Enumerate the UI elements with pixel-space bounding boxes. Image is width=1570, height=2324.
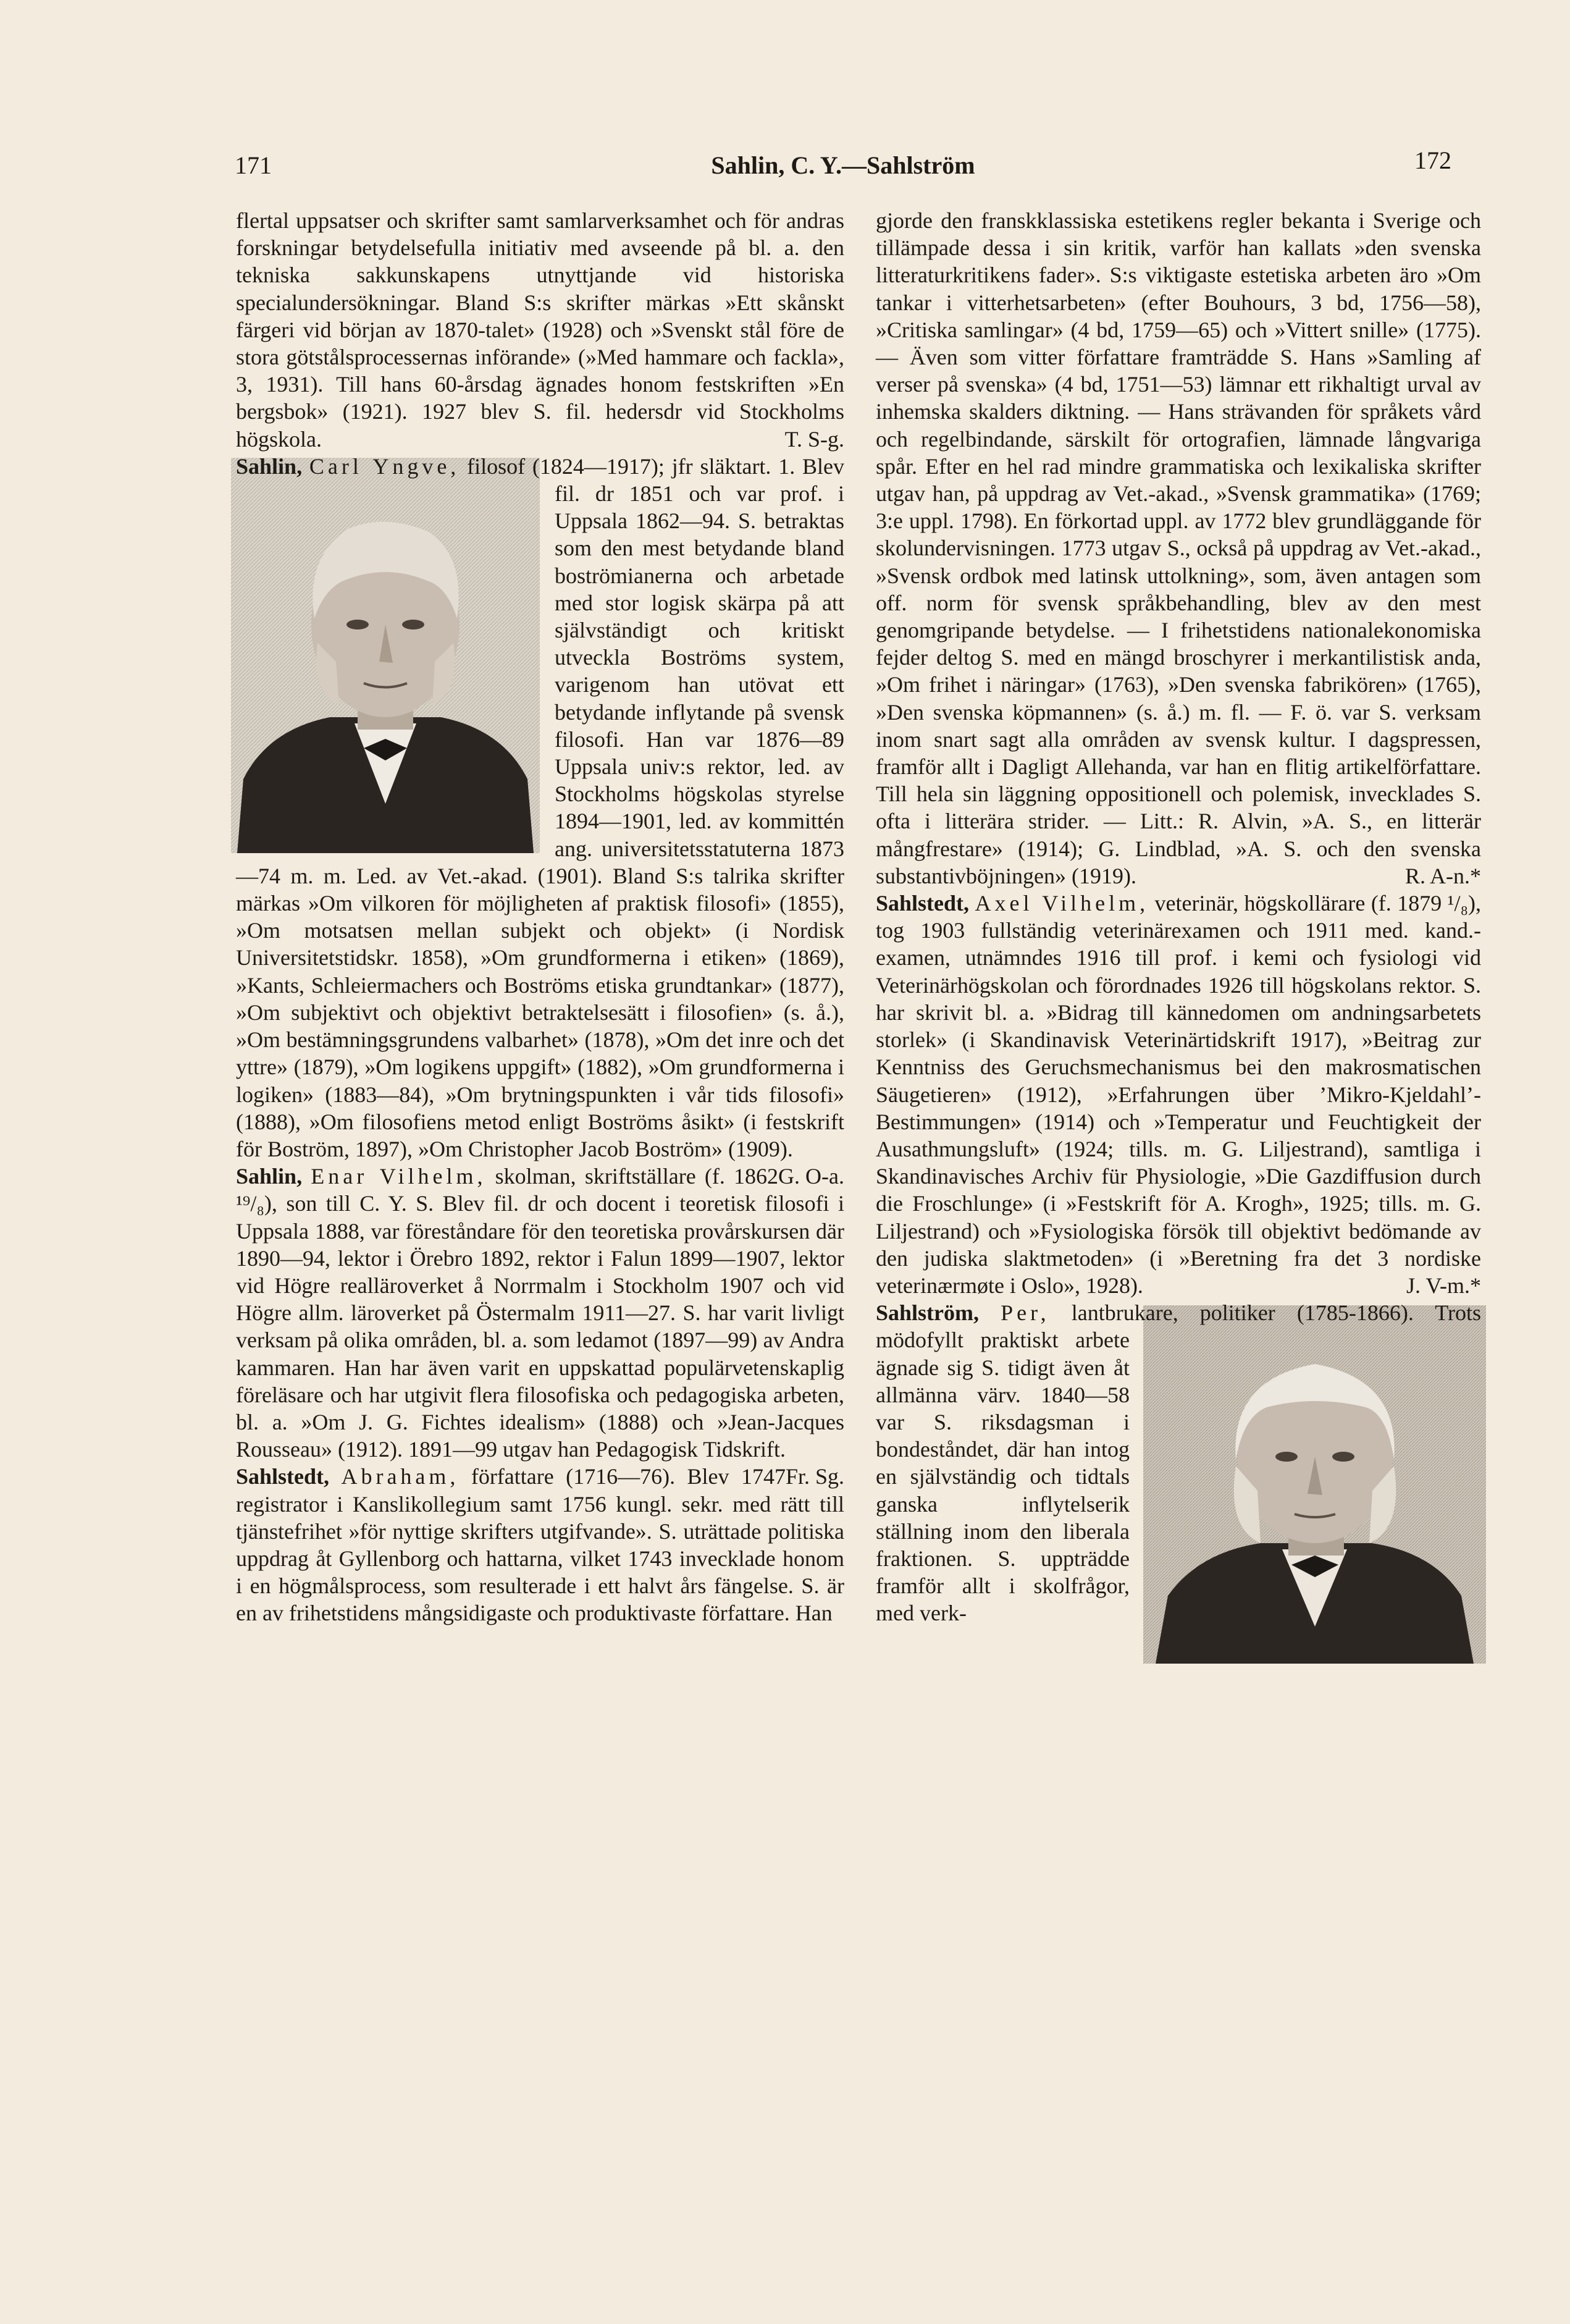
entry-text: skolman, skriftställare (f. 1862 ¹⁹/₈), son till C. Y. S. Blev fil. dr och docent i teoretisk filosofi i Uppsala 1888, var föreståndare för den teoretiska provårskursen där 1890—94, lektor i Örebro 1892, rektor i Falun 1899—1907, lektor vid Högre realläroverket å Norrmalm i Stockholm 1907 och vid Högre allm. läroverket på Östermalm 1911—27. S. har varit livligt verksam på olika områden, bl. a. som ledamot (1897—99) av Andra kammaren. Han har även varit en uppskattad populärvetenskaplig föreläsare och har utgivit flera filosofiska och pedagogiska arbeten, bl. a. »Om J. G. Fichtes idealism» (1888) och »Jean-Jacques Rousseau» (1912). 1891—99 utgav han Pedagogisk Tidskrift.	[236, 1164, 844, 1462]
entry-name: Abraham,	[341, 1464, 460, 1489]
entry-headword: Sahlin,	[236, 1164, 303, 1189]
entry-name: Axel Vilhelm,	[975, 891, 1149, 916]
portrait-photo	[1143, 1305, 1486, 1664]
entry-sahlstrom-per	[876, 1299, 1481, 1627]
continued-entry	[236, 207, 844, 453]
entry-headword: Sahlstedt,	[876, 891, 970, 916]
entry-name: Carl Yngve,	[309, 453, 460, 479]
left-page-number: 171	[235, 151, 272, 179]
entry-headword: Sahlstedt,	[236, 1464, 330, 1489]
author-signature: R. A-n.*	[1404, 863, 1481, 888]
entry-text: gjorde den franskklassiska estetikens regler bekanta i Sverige och tillämpade dessa i sin kritik, varför han kallats »den svenska litteraturkritikens fader». S:s viktigaste estetiska arbeten äro »Om tankar i vitterhetsarbeten» (efter Bouhours, 3 bd, 1756—58), »Critiska samlingar» (4 bd, 1759—65) och »Vittert snille» (1775). — Även som vitter författare framträdde S. Hans »Samling af verser på svenska» (4 bd, 1751—53) lämnar ett rikhaltigt urval av inhemska skalders diktning. — Hans strävanden för språkets vård och regelbindande, särskilt för ortografien, lämnade långvariga spår. Efter en hel rad mindre grammatiska och lexikaliska skrifter utgav han, på uppdrag av Vet.-akad., »Svensk grammatika» (1769; 3:e uppl. 1798). En förkortad uppl. av 1772 blev grundläggande för skolundervisningen. 1773 utgav S., också på uppdrag av Vet.-akad., »Svensk ordbok med latinsk uttolkning», som, även antagen som off. norm för svensk språkbehandling, blev av den mest genomgripande betydelse. — I frihetstidens nationalekonomiska fejder deltog S. med en mängd broschyrer i merkantilistisk anda, »Om frihet i näringar» (1763), »Den svenska fabrikören» (1765), »Den svenska köpmannen» (s. å.) m. fl. — F. ö. var S. verksam inom snart sagt alla områden av svensk kultur. I dagspressen, framför allt i Dagligt Allehanda, var han en flitig artikelförfattare. Till hela sin läggning oppositionell och polemisk, invecklades S. ofta i litterära strider. — Litt.: R. Alvin, »A. S., en litterär mångfrestare» (1914); G. Lindblad, »A. S. och den svenska substantivböjningen» (1919).	[876, 208, 1481, 888]
running-head: Sahlin, C. Y.—Sahlström	[711, 151, 975, 179]
entry-text: veterinär, högskollärare (f. 1879 ¹/₈), tog 1903 fullständig veterinärexamen och 1911 med. kand.-examen, utnämndes 1916 till prof. i kemi och fysiologi vid Veterinärhögskolan och förordnades 1926 till högskolans rektor. S. har skrivit bl. a. »Bidrag till kännedomen om andningsarbetets storlek» (i Skandinavisk Veterinärtidskrift 1917), »Beitrag zur Kenntniss des Geruchsmechanismus bei den makrosmatischen Säugetieren» (1912), »Erfahrungen über ’Mikro-Kjeldahl’-Bestimmungen» (1914) och »Temperatur und Feuchtigkeit der Ausathmungsluft» (1924; tills. m. G. Liljestrand), samtliga i Skandinavisches Archiv für Physiologie, »Die Gazdiffusion durch die Froschlunge» (i »Festskrift för A. Krogh», 1925; tills. m. G. Liljestrand) och »Fysiologiska försök till objektivt bedömande av den judiska slaktmetoden» (i »Beretning fra det 3 nordiske veterinærmøte i Oslo», 1928).	[876, 891, 1482, 1298]
continued-entry	[876, 207, 1481, 890]
entry-headword: Sahlström,	[876, 1300, 980, 1326]
right-column	[876, 207, 1481, 1667]
entry-text: filosof (1824—1917); jfr släktart. 1. Blev fil. dr 1851 och var prof. i Uppsala 1862—94. S. betraktas som den mest betydande bland boströmianerna och arbetade med stor logisk skärpa på att självständigt och kritiskt utveckla Boströms system, varigenom han utövat ett betydande inflytande på svensk filosofi. Han var 1876—89 Uppsala univ:s rektor, led. av Stockholms högskolas styrelse 1894—1901, led. av kommittén ang. universitetsstatuterna 1873—74 m. m. Led. av Vet.-akad. (1901). Bland S:s talrika skrifter märkas »Om vilkoren för möjligheten af praktisk filosofi» (1855), »Om motsatsen mellan subjekt och objekt» (i Nordisk Universitetstidskr. 1858), »Om grundformerna i etiken» (1869), »Kants, Schleiermachers och Boströms etiska grundtankar» (1877), »Om subjektivt och objektivt betraktelsesätt i filosofien» (s. å.), »Om bestämningsgrundens valbarhet» (1878), »Om det inre och det yttre» (1879), »Om logikens uppgift» (1882), »Om grundformerna i logiken» (1883—84), »Om brytningspunkten i vår tids filosofi» (1888), »Om filosofiens metod enligt Boströms åsikt» (i festskrift för Boström, 1897), »Om Christopher Jacob Boström» (1909).	[236, 453, 845, 1161]
entry-name: Per,	[1001, 1300, 1050, 1326]
author-signature: J. V-m.*	[1406, 1273, 1481, 1298]
author-signature: G. O-a.	[778, 1164, 844, 1189]
entry-text: lantbrukare, politiker (1785-1866). Trots mödofyllt praktiskt arbete ägnade sig S. tidigt även åt allmänna värv. 1840—58 var S. riksdagsman i bondeståndet, där han intog en självständig och tidtals ganska inflytelserik ställning inom den liberala fraktionen. S. uppträdde framför allt i skolfrågor, med verk-	[876, 1300, 1482, 1626]
entry-text-part	[876, 1300, 1481, 1625]
entry-sahlstedt-axel-vilhelm	[876, 890, 1481, 1299]
right-page-number: 172	[1414, 146, 1451, 174]
entry-text: författare (1716—76). Blev 1747 registrator i Kanslikollegium samt 1756 kungl. sekr. med rätt till tjänstefrihet »för nyttige skrifters utgifvande». S. uträttade politiska uppdrag åt Gyllenborg och hattarna, vilket 1743 invecklade honom i en högmålsprocess, som resulterade i ett halvt års fängelse. S. är en av frihetstidens mångsidigaste och produktivaste författare. Han	[236, 1464, 844, 1626]
author-signature: Fr. Sg.	[785, 1464, 844, 1489]
entry-text: flertal uppsatser och skrifter samt samlarverksamhet och för andras forskningar betydelsefulla initiativ med avseende på bl. a. den tekniska sakkunskapens utnyttjande vid historiska specialundersökningar. Bland S:s skrifter märkas »Ett skånskt färgeri vid början av 1870-talet» (1928) och »Svenskt stål före de stora götstålsprocessernas införande» (»Med hammare och fackla», 3, 1931). Till hans 60-årsdag ägnades honom festskriften »En bergsbok» (1921). 1927 blev S. fil. hedersdr vid Stockholms högskola.	[236, 208, 844, 452]
page-header	[235, 146, 1451, 194]
entry-sahlstedt-abraham	[236, 1463, 844, 1627]
portrait-image	[231, 458, 540, 853]
left-column	[236, 207, 844, 1627]
author-signature: T. S-g.	[784, 426, 844, 452]
entry-headword: Sahlin,	[236, 453, 303, 479]
entry-name: Enar Vilhelm,	[311, 1164, 487, 1189]
portrait-photo	[231, 458, 540, 853]
portrait-image	[1143, 1305, 1486, 1664]
entry-text-part	[236, 454, 844, 1161]
